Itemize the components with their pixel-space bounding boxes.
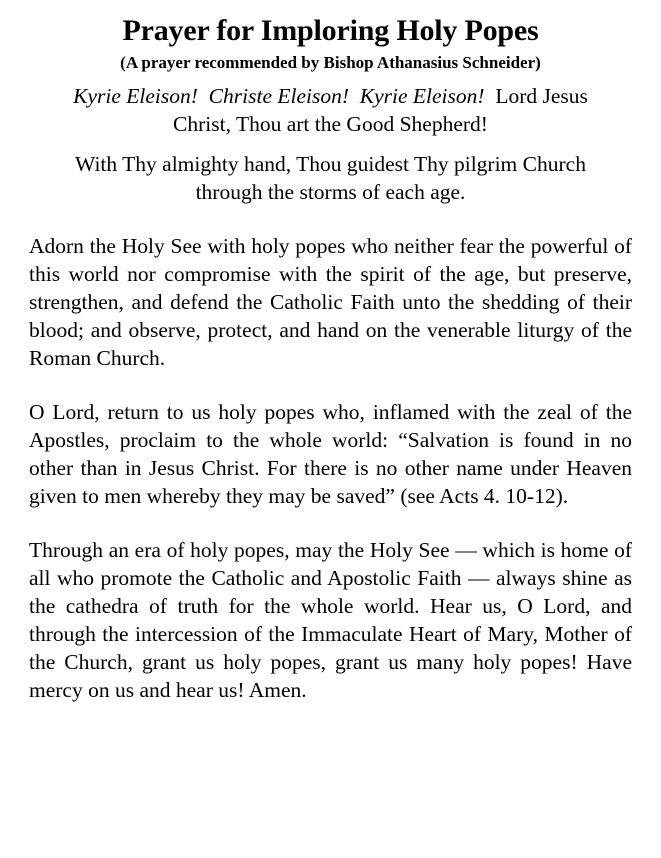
paragraph-return: O Lord, return to us holy popes who, inflamed with the zeal of the Apostles, proclaim to the whole world: “Salvation is found in no other than in Jesus Christ. For there is no other name under Heaven given to men whereby they may be saved” (see Acts 4. 10-12). [29,400,632,508]
page-title: Prayer for Imploring Holy Popes [122,14,539,47]
invocation-kyrie-1: Kyrie Eleison! [73,84,198,108]
invocation-lord: Lord Jesus Christ, Thou art the Good Shepherd! [173,84,588,136]
paragraph-adorn: Adorn the Holy See with holy popes who neither fear the powerful of this world nor compromise with the spirit of the age, but preserve, strengthen, and defend the Catholic Faith unto the shedding of their blood; and observe, protect, and hand on the venerable liturgy of the Roman Church. [29,234,632,370]
intro-invocation [49,82,612,138]
invocation-christe: Christe Eleison! [208,84,350,108]
paragraph-era: Through an era of holy popes, may the Holy See — which is home of all who promote the Catholic and Apostolic Faith — always shine as the cathedra of truth for the whole world. Hear us, O Lord, and through the intercession of the Immaculate Heart of Mary, Mother of the Church, grant us holy popes, grant us many holy popes! Have mercy on us and hear us! Amen. [29,538,632,702]
page-subtitle: (A prayer recommended by Bishop Athanasius Schneider) [120,53,541,72]
invocation-kyrie-2: Kyrie Eleison! [359,84,485,108]
intro-pilgrim-church: With Thy almighty hand, Thou guidest Thy pilgrim Church through the storms of each age. [75,152,586,204]
